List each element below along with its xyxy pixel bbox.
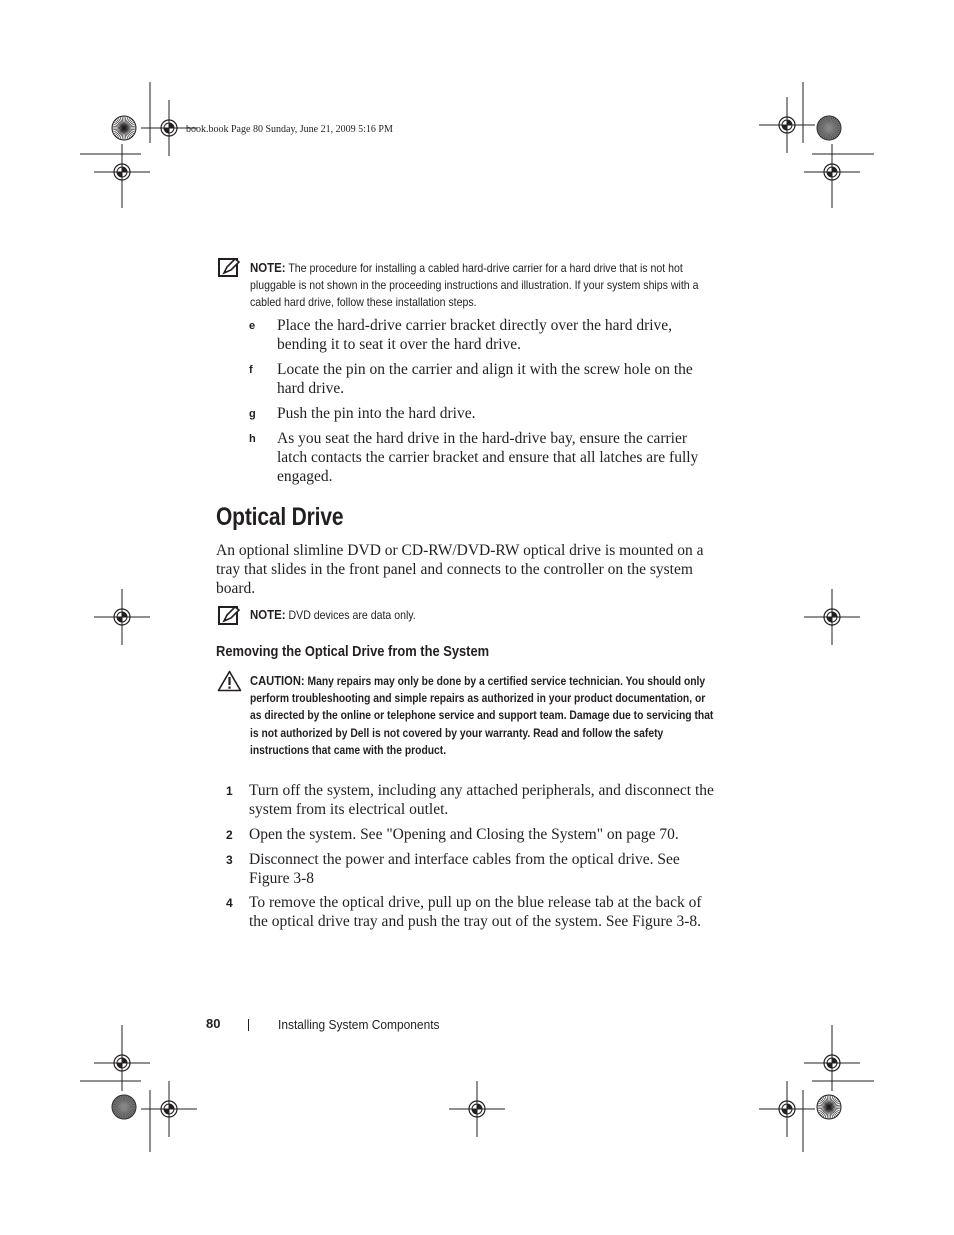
registration-target-icon [759,1081,815,1137]
step-number: 3 [226,853,233,867]
section-title: Optical Drive [216,503,344,531]
note-label: NOTE: [250,260,286,275]
subsection-title: Removing the Optical Drive from the System [216,643,490,660]
substep-letter: h [249,433,256,445]
starburst-mark-icon [817,1095,841,1119]
note-hot-pluggable [250,259,708,311]
substep-text: As you seat the hard drive in the hard-drive bay, ensure the carrier latch contacts the carrier bracket and ensure that all latches are fully engaged. [277,430,699,485]
note-pencil-icon [218,258,240,278]
note-text: The procedure for installing a cabled hard-drive carrier for a hard drive that is not hot pluggable is not shown in the proceeding instructions and illustration. If your system ships with a cabled hard drive, follow these installation steps. [250,261,699,309]
note-label: NOTE: [250,607,286,622]
note-text: DVD devices are data only. [288,608,416,622]
substep-letter: e [249,320,256,332]
registration-target-icon [94,1035,150,1091]
registration-target-icon [141,1081,197,1137]
registration-target-icon [804,1035,860,1091]
step-text: To remove the optical drive, pull up on the blue release tab at the back of the optical drive tray and push the tray out of the system. See Figure 3-8. [249,894,702,930]
substep-text: Push the pin into the hard drive. [277,405,476,422]
starburst-mark-icon [112,116,136,140]
footer-chapter: Installing System Components [278,1017,440,1032]
step-number: 4 [226,896,233,910]
step-text: Turn off the system, including any attached peripherals, and disconnect the system from its electrical outlet. [249,782,714,818]
caution-triangle-icon [217,670,242,692]
step-text: Disconnect the power and interface cables from the optical drive. See Figure 3-8 [249,851,680,887]
starburst-mark-icon [817,116,841,140]
substep-letter: g [249,408,256,420]
caution-text: Many repairs may only be done by a certified service technician. You should only perform troubleshooting and simple repairs as authorized in your product documentation, or as directed by the online or telephone service and support team. Damage due to servicing that is not authorized by Dell is not covered by your warranty. Read and follow the safety instructions that came with the product. [250,674,714,757]
slug-line: book.book Page 80 Sunday, June 21, 2009 5:16 PM [186,124,393,135]
step-text: Open the system. See "Opening and Closing the System" on page 70. [249,826,679,843]
page-number: 80 [206,1016,221,1031]
footer-divider [248,1019,249,1031]
caution-block [250,672,719,759]
substep-letter: f [249,364,253,376]
step-number: 1 [226,784,233,798]
step-number: 2 [226,828,233,842]
substep-text: Locate the pin on the carrier and align it with the screw hole on the hard drive. [277,361,693,397]
registration-target-icon [449,1081,505,1137]
registration-target-icon [804,144,860,200]
registration-target-icon [804,589,860,645]
note-dvd [250,606,708,624]
starburst-mark-icon [112,1095,136,1119]
substep-text: Place the hard-drive carrier bracket directly over the hard drive, bending it to seat it over the hard drive. [277,317,673,353]
registration-target-icon [759,97,815,153]
registration-target-icon [94,144,150,200]
intro-paragraph: An optional slimline DVD or CD-RW/DVD-RW optical drive is mounted on a tray that slides in the front panel and connects to the controller on the system board. [216,542,704,597]
note-pencil-icon [218,606,240,626]
caution-label: CAUTION: [250,673,305,688]
registration-target-icon [94,589,150,645]
